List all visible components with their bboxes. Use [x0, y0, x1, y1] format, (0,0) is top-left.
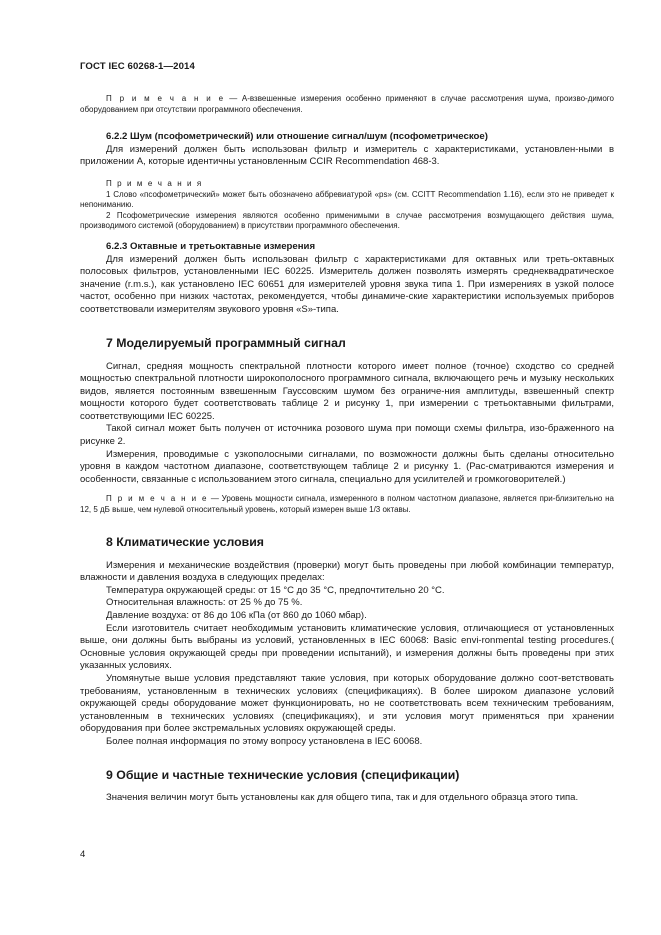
section-8-heading: 8 Климатические условия — [106, 534, 264, 549]
note-label: П р и м е ч а н и е — [106, 494, 209, 504]
page-content — [80, 94, 614, 804]
note-2: 2 Псофометрические измерения являются особенно применимыми в случае рассмотрения возмущающего действия шума, производимого системой (оборудованием) в присутствии программного обеспечения. — [80, 210, 614, 231]
note-label: П р и м е ч а н и е — [106, 94, 225, 103]
section-8-pressure: Давление воздуха: от 86 до 106 кПа (от 860 до 1060 мбар). — [106, 610, 367, 621]
page-number: 4 — [80, 849, 86, 860]
section-8-paragraph-4: Более полная информация по этому вопросу установлена в IEC 60068. — [106, 735, 423, 747]
section-8-temperature: Температура окружающей среды: от 15 °С до 35 °С, предпочтительно 20 °С. — [106, 584, 445, 596]
section-8-paragraph-1: Измерения и механические воздействия (проверки) могут быть проведены при любой комбинации температур, влажности и давления воздуха в следующих пределах: — [80, 559, 614, 584]
document-header: ГОСТ IEC 60268-1—2014 — [80, 61, 195, 72]
section-7-paragraph-2: Такой сигнал может быть получен от источника розового шума при помощи схемы фильтра, изо-браженного на рисунке 2. — [80, 423, 614, 448]
section-6-2-3-paragraph: Для измерений должен быть использован фильтр с характеристиками для октавных или треть-октавных полосовых фильтров, установленными IEC 60225. Измеритель должен позволять измерять среднеквадратическое значение (r.m.s.), как установлено IEC 60651 для измерителей уровня звука типа 1. При измерениях в узкой полосе частот, особенно при низких частотах, рекомендуется, чтобы динамиче-ские характеристики используемых приборов соответствовали измерителям звукового уровня «S»-типа. — [80, 253, 614, 315]
section-8-paragraph-2: Если изготовитель считает необходимым установить климатические условия, отличающиеся от установленных выше, они должны быть выбраны из условий, установленных в IEC 60068: Basic envi-ronmental testing procedures.( Основные условия окружающей среды при проведении испытаний), и измерения должны быть проведены при этих указанных условиях. — [80, 622, 614, 672]
note-1: 1 Слово «псофометрический» может быть обозначено аббревиатурой «ps» (см. CCITT Recommendation 1.16), если это не приведет к непониманию. — [80, 189, 614, 210]
section-9-heading: 9 Общие и частные технические условия (спецификации) — [106, 767, 460, 782]
section-7-heading: 7 Моделируемый программный сигнал — [106, 335, 346, 350]
section-6-2-2-paragraph: Для измерений должен быть использован фильтр и измеритель с характеристиками, установлен-ными в приложении А, которые идентичны установленным CCIR Recommendation 468-3. — [80, 143, 614, 168]
note-a-weighted — [80, 94, 614, 115]
section-8-humidity: Относительная влажность: от 25 % до 75 %. — [106, 597, 303, 609]
section-9-paragraph-1: Значения величин могут быть установлены как для общего типа, так и для отдельного образца этого типа. — [106, 791, 579, 803]
section-7-paragraph-3: Измерения, проводимые с узкополосными сигналами, по возможности должны быть сделаны относительно уровня в каждом частотном диапазоне, соответствующем таблице 2 и рисунку 1. (Рас-сматриваются измерения и особенности, связанные с использованием этого сигнала, специально для усилителей и громкоговорителей.) — [80, 448, 614, 485]
section-6-2-2-heading: 6.2.2 Шум (псофометрический) или отношение сигнал/шум (псофометрическое) — [106, 131, 488, 143]
note-text: — A-взвешенные измерения особенно применяют в случае рассмотрения шума, произво-димого оборудованием при отсутствии программного обеспечения. — [80, 94, 614, 114]
section-7-paragraph-1: Сигнал, средняя мощность спектральной плотности которого имеет полное (точное) сходство со средней мощностью спектральной плотности широкополосного программного сигнала, включающего речь и музыку нескольких видов, является постоянным взвешенным Гауссовским шумом без ограниче-ния амплитуды, взвешенный спектр мощности которого будет соответствовать таблице 2 и рисунку 1, при измерении с третьоктавными фильтрами, соответствующими IEC 60225. — [80, 360, 614, 422]
note-text: — Уровень мощности сигнала, измеренного в полном частотном диапазоне, является при-близительно на 12, 5 дБ выше, чем нулевой относительный уровень, который измерен выше 1/3 октавы. — [80, 494, 614, 515]
section-7-note — [80, 494, 614, 515]
notes-label: П р и м е ч а н и я — [106, 178, 203, 188]
section-8-paragraph-3: Упомянутые выше условия представляют такие условия, при которых оборудование должно соот-ветствовать требованиям, установленным в технических условиях (спецификациях). В более широком диапазоне условий окружающей среды оборудование может функционировать, но не соответствовать всем техническим требованиям, установленным в технических условиях (спецификациях), и эти условия могут применяться при хранении оборудования при более экстремальных условиях окружающей среды. — [80, 672, 614, 735]
section-6-2-3-heading: 6.2.3 Октавные и третьоктавные измерения — [106, 240, 316, 252]
